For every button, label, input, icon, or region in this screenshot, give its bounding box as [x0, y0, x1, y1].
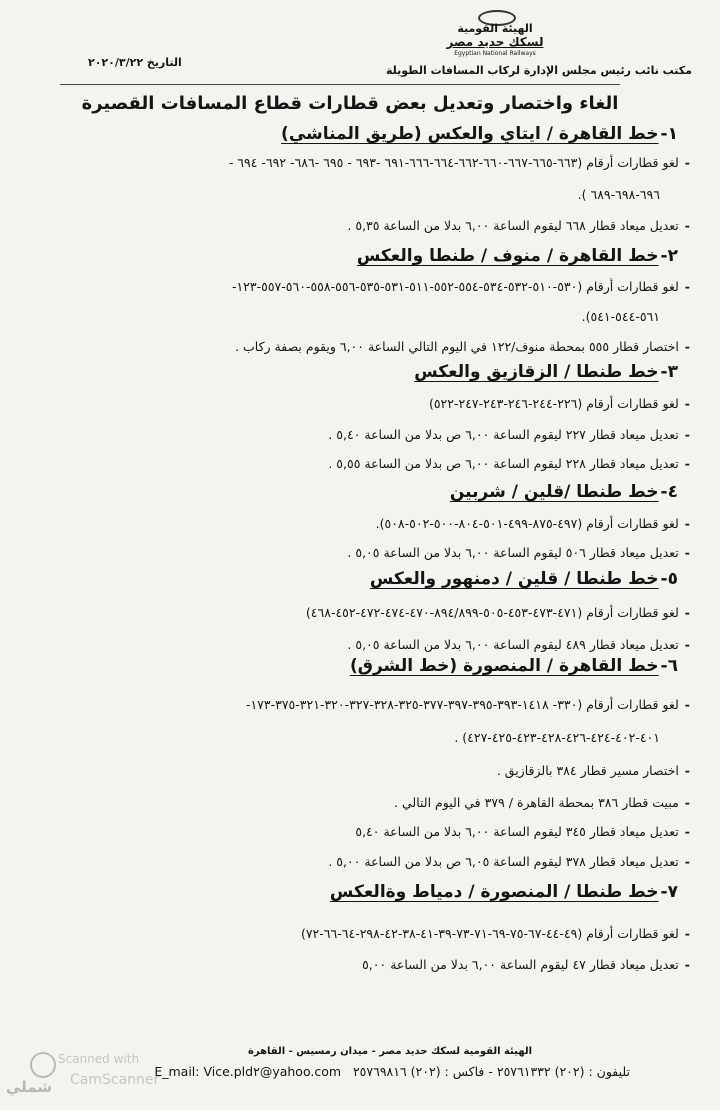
section-7-heading: [330, 882, 678, 902]
section-2-item-2: -اختصار قطار ٥٥٥ بمحطة منوف/١٢٢ في اليوم التالي الساعة ٦,٠٠ ويقوم بصفة ركاب .: [235, 339, 690, 354]
site-watermark: شملي: [6, 1078, 53, 1096]
section-5-item-1: -لغو قطارات أرقام (٤٧١-٤٧٣-٤٥٣-٥٠٥-٨٩٤/٨٩٩-٤٧٠-٤٧٤-٤٧٢-٤٥٢-٤٦٨): [305, 605, 690, 620]
header-divider: [60, 84, 620, 85]
section-6-heading: [350, 656, 678, 676]
logo-line-3: Egyptian National Railways: [454, 50, 536, 57]
section-6-item-1: -لغو قطارات أرقام (٣٣٠- ١٤١٨-٣٩٣-٣٩٥-٣٩٧-٣٧٧-٣٢٥-٣٢٨-٣٢٧-٣٢٠-٣٢١-٣٧٥-١٧٣-: [245, 697, 690, 712]
section-4-heading: [450, 482, 678, 502]
section-number: ٤-: [660, 482, 678, 502]
section-number: ٥-: [660, 569, 678, 589]
section-number: ١-: [660, 124, 678, 144]
section-name: خط طنطا /قلين / شربين: [449, 482, 659, 502]
section-6-item-5: -تعديل ميعاد قطار ٣٧٨ ليقوم الساعة ٦,٠٥ ص بدلا من الساعة ٥,٠٠ .: [328, 854, 690, 869]
railway-logo: [420, 8, 570, 58]
section-4-item-2: -تعديل ميعاد قطار ٥٠٦ ليقوم الساعة ٦,٠٠ بدلا من الساعة ٥,٠٥ .: [347, 545, 690, 560]
camscanner-watermark: [30, 1052, 180, 1092]
camscanner-icon: [30, 1052, 56, 1078]
section-name: خط طنطا / المنصورة / دمياط وةالعكس: [329, 882, 659, 902]
section-number: ٢-: [660, 246, 678, 266]
section-number: ٧-: [660, 882, 678, 902]
section-3-heading: [414, 362, 678, 382]
section-name: خط القاهرة / ايتاي والعكس (طريق المناشي): [281, 124, 659, 144]
camscanner-text-1: Scanned with: [58, 1052, 140, 1066]
section-1-item-1-cont: ٦٩٦-٦٩٨-٦٨٩ ).: [577, 187, 660, 202]
section-6-item-2: -اختصار مسير قطار ٣٨٤ بالزقازيق .: [496, 763, 690, 778]
section-7-item-2: -تعديل ميعاد قطار ٤٧ ليقوم الساعة ٦,٠٠ بدلا من الساعة ٥,٠٠: [362, 957, 690, 972]
section-name: خط القاهرة / منوف / طنطا والعكس: [356, 246, 659, 266]
section-3-item-1: -لغو قطارات أرقام (٢٢٦-٢٤٤-٢٤٦-٢٤٣-٢٤٧-٥٢٢): [428, 396, 690, 411]
section-name: خط طنطا / الزقازيق والعكس: [414, 362, 659, 382]
section-2-item-1-cont: ٥٦١-٥٤٤-٥٤١).: [581, 309, 660, 324]
footer-phone-fax: تليفون : (٢٠٢) ٢٥٧٦١٣٣٢ - فاكس : (٢٠٢) ٢٥٧٦٩٨١٦: [352, 1064, 630, 1079]
section-1-heading: [281, 124, 678, 144]
section-number: ٣-: [660, 362, 678, 382]
section-6-item-1-cont: ٤٠١-٤٠٢-٤٢٤-٤٢٦-٤٢٨-٤٢٣-٤٢٥-٤٢٧) .: [454, 730, 660, 745]
section-4-item-1: -لغو قطارات أرقام (٤٩٧-٨٧٥-٤٩٩-٥٠١-٨٠٤-٥٠٠-٥٠٢-٥٠٨).: [375, 516, 690, 531]
section-5-heading: [370, 569, 678, 589]
section-3-item-3: -تعديل ميعاد قطار ٢٢٨ ليقوم الساعة ٦,٠٠ ص بدلا من الساعة ٥,٥٥ .: [328, 456, 690, 471]
section-6-item-3: -مبيت قطار ٣٨٦ بمحطة القاهرة / ٣٧٩ في اليوم التالي .: [394, 795, 690, 810]
section-2-heading: [357, 246, 678, 266]
section-name: خط القاهرة / المنصورة (خط الشرق): [350, 656, 659, 676]
logo-line-1: الهيئة القومية: [457, 22, 533, 35]
footer-email: E_mail: Vice.pld٢@yahoo.com: [154, 1064, 342, 1079]
section-name: خط طنطا / قلين / دمنهور والعكس: [369, 569, 659, 589]
section-2-item-1: -لغو قطارات أرقام (٥٣٠-٥١٠-٥٣٢-٥٣٤-٥٥٤-٥٥٢-٥١١-٥٣١-٥٣٥-٥٥٦-٥٥٨-٥٦٠-٥٥٧-١٢٣-: [231, 279, 690, 294]
footer-address: الهيئة القومية لسكك حديد مصر - ميدان رمسيس - القاهرة: [247, 1046, 533, 1057]
camscanner-text-2: CamScanner: [70, 1072, 160, 1088]
section-7-item-1: -لغو قطارات أرقام (٤٩-٤٤-٦٧-٧٥-٦٩-٧١-٧٣-٣٩-٤١-٣٨-٤٢-٢٩٨-٦٤-٦٦-٧٢): [300, 926, 690, 941]
document-title: الغاء واختصار وتعديل بعض قطارات قطاع المسافات القصيرة: [81, 93, 619, 114]
section-3-item-2: -تعديل ميعاد قطار ٢٢٧ ليقوم الساعة ٦,٠٠ ص بدلا من الساعة ٥,٤٠ .: [328, 427, 690, 442]
section-1-item-2: -تعديل ميعاد قطار ٦٦٨ ليقوم الساعة ٦,٠٠ بدلا من الساعة ٥,٣٥ .: [347, 218, 690, 233]
section-6-item-4: -تعديل ميعاد قطار ٣٤٥ ليقوم الساعة ٦,٠٠ بدلا من الساعة ٥,٤٠: [355, 824, 690, 839]
section-5-item-2: -تعديل ميعاد قطار ٤٨٩ ليقوم الساعة ٦,٠٠ بدلا من الساعة ٥,٠٥ .: [347, 637, 690, 652]
section-1-item-1: -لغو قطارات أرقام (٦٦٣-٦٦٥-٦٦٧-٦٦٠-٦٦٢-٦٦٤-٦٦٦-٦٩١ -٦٩٣ - ٦٩٥ -٦٨٦- ٦٩٢- ٦٩٤ -: [228, 155, 690, 170]
logo-line-2: لسكك حديد مصر: [446, 35, 544, 49]
document-date: التاريخ ٢٠٢٠/٣/٢٢: [88, 56, 182, 69]
office-name: مكتب نائب رئيس مجلس الإدارة لركاب المسافات الطويلة: [385, 64, 692, 77]
section-number: ٦-: [660, 656, 678, 676]
